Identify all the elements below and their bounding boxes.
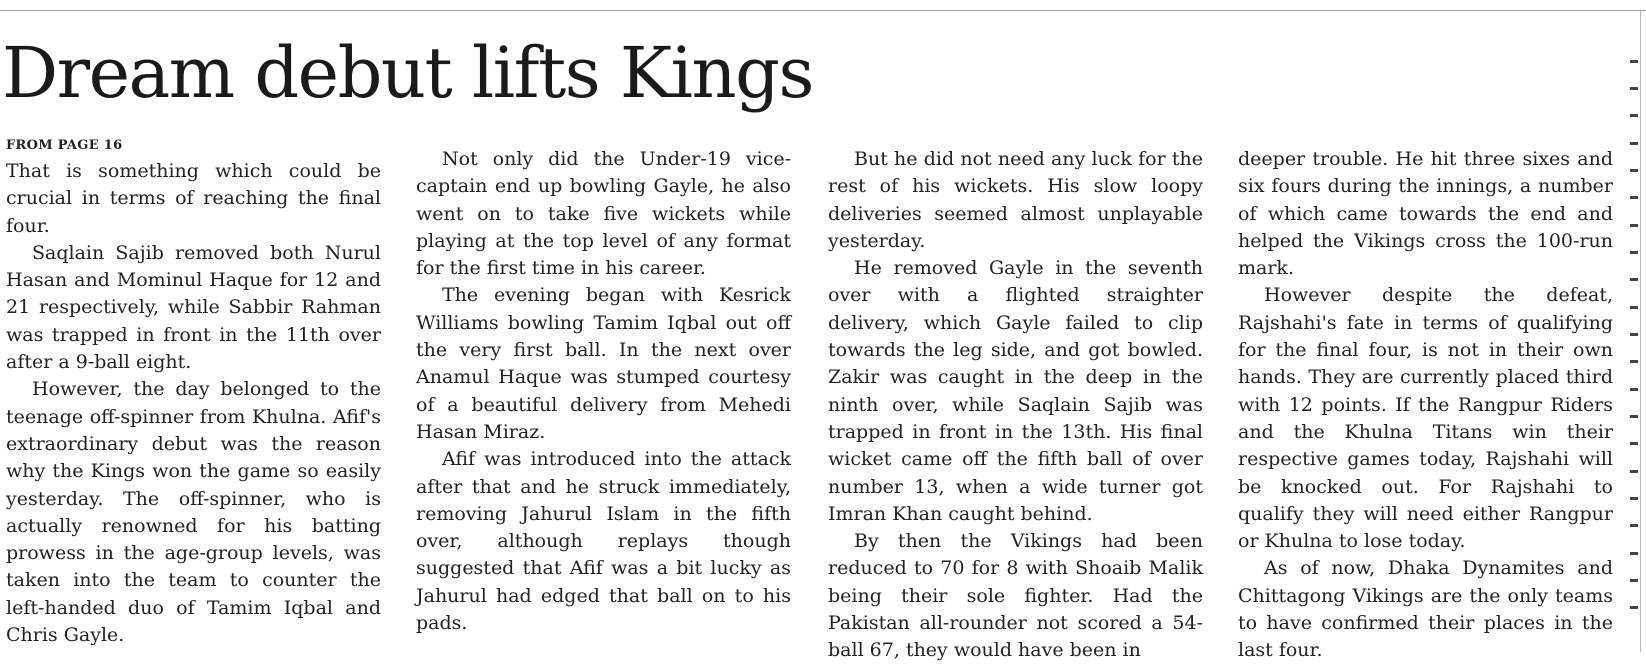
paragraph: As of now, Dhaka Dynamites and Chittagong Vikings are the only teams to have confirmed their places in the last four. (1238, 557, 1613, 662)
paragraph: deeper trouble. He hit three sixes and six fours during the innings, a number of which came towards the end and helped the Vikings cross the 100-run mark. (1238, 148, 1613, 280)
paragraph: That is something which could be crucial in terms of reaching the final four. (6, 160, 381, 237)
paragraph: However, the day belonged to the teenage off-spinner from Khulna. Afif's extraordinary debut was the reason why the Kings won the game so easily yesterday. The off-spinner, who is actually renowned for his batting prowess in the age-group levels, was taken into the team to counter the left-handed duo of Tamim Iqbal and Chris Gayle. (6, 378, 381, 647)
paragraph: Not only did the Under-19 vice-captain end up bowling Gayle, he also went on to take five wickets while playing at the top level of any format for the first time in his career. (416, 148, 791, 280)
article-headline: Dream debut lifts Kings (2, 32, 813, 114)
paragraph: The evening began with Kesrick Williams bowling Tamim Iqbal out off the very first ball. In the next over Anamul Haque was stumped courtesy of a beautiful delivery from Mehedi Hasan Miraz. (416, 284, 791, 443)
article-column-1 (6, 138, 381, 649)
paragraph: Saqlain Sajib removed both Nurul Hasan and Mominul Haque for 12 and 21 respectively, while Sabbir Rahman was trapped in front in the 11th over after a 9-ball eight. (6, 241, 381, 374)
paragraph: But he did not need any luck for the rest of his wickets. His slow loopy deliveries seemed almost unplayable yesterday. (828, 148, 1203, 252)
paragraph: By then the Vikings had been reduced to 70 for 8 with Shoaib Malik being their sole fighter. Had the Pakistan all-rounder not scored a 54-ball 67, they would have been in (828, 530, 1203, 662)
continued-from-label: FROM PAGE 16 (6, 138, 123, 153)
paragraph: Afif was introduced into the attack after that and he struck immediately, removing Jahurul Islam in the fifth over, although replays though suggested that Afif was a bit lucky as Jahurul had edged that ball on to his pads. (416, 448, 791, 635)
article-column-4 (1238, 146, 1613, 665)
article-column-3 (828, 146, 1203, 665)
adjacent-column-edge (1630, 60, 1646, 652)
paragraph: However despite the defeat, Rajshahi's fate in terms of qualifying for the final four, is not in their own hands. They are currently placed third with 12 points. If the Rangpur Riders and the Khulna Titans win their respective games today, Rajshahi will be knocked out. For Rajshahi to qualify they will need either Rangpur or Khulna to lose today. (1238, 284, 1613, 553)
article-column-2 (416, 146, 791, 637)
top-rule (0, 10, 1646, 11)
paragraph: He removed Gayle in the seventh over with a flighted straighter delivery, which Gayle failed to clip towards the leg side, and got bowled. Zakir was caught in the deep in the ninth over, while Saqlain Sajib was trapped in front in the 13th. His final wicket came off the fifth ball of over number 13, when a wide turner got Imran Khan caught behind. (828, 257, 1203, 525)
